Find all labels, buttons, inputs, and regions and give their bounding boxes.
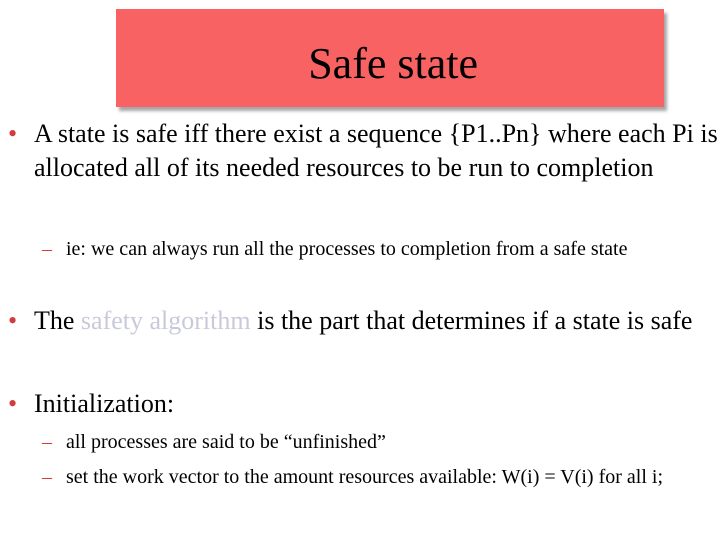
bullet-text-after: is the part that determines if a state is safe: [250, 306, 693, 335]
bullet-item-safe-definition: [8, 117, 720, 185]
sub-bullet-item-unfinished: [42, 429, 716, 455]
sub-bullet-text: set the work vector to the amount resources available: W(i) = V(i) for all i;: [66, 466, 664, 488]
bullet-text-before: The: [34, 306, 81, 335]
sub-bullet-marker: –: [42, 431, 52, 453]
sub-bullet-marker: –: [42, 466, 52, 488]
bullet-marker: •: [8, 119, 18, 148]
bullet-marker: •: [8, 389, 18, 418]
bullet-text: [34, 304, 720, 338]
bullet-item-initialization: [8, 387, 720, 421]
bullet-marker: •: [8, 306, 18, 335]
sub-bullet-text: ie: we can always run all the processes to completion from a safe state: [66, 238, 628, 260]
bullet-text: A state is safe iff there exist a sequence {P1..Pn} where each Pi is allocated all of its needed resources to be run to completion: [34, 119, 718, 182]
sub-bullet-item-work-vector: [42, 464, 716, 490]
sub-bullet-item-ie: [42, 236, 716, 262]
bullet-item-safety-algorithm: [8, 304, 720, 338]
bullet-text: Initialization:: [34, 389, 175, 418]
sub-bullet-text: all processes are said to be “unfinished”: [66, 431, 386, 453]
slide-title: Safe state: [308, 39, 478, 88]
sub-bullet-marker: –: [42, 238, 52, 260]
highlighted-term: safety algorithm: [80, 306, 251, 335]
title-banner: [116, 9, 664, 107]
